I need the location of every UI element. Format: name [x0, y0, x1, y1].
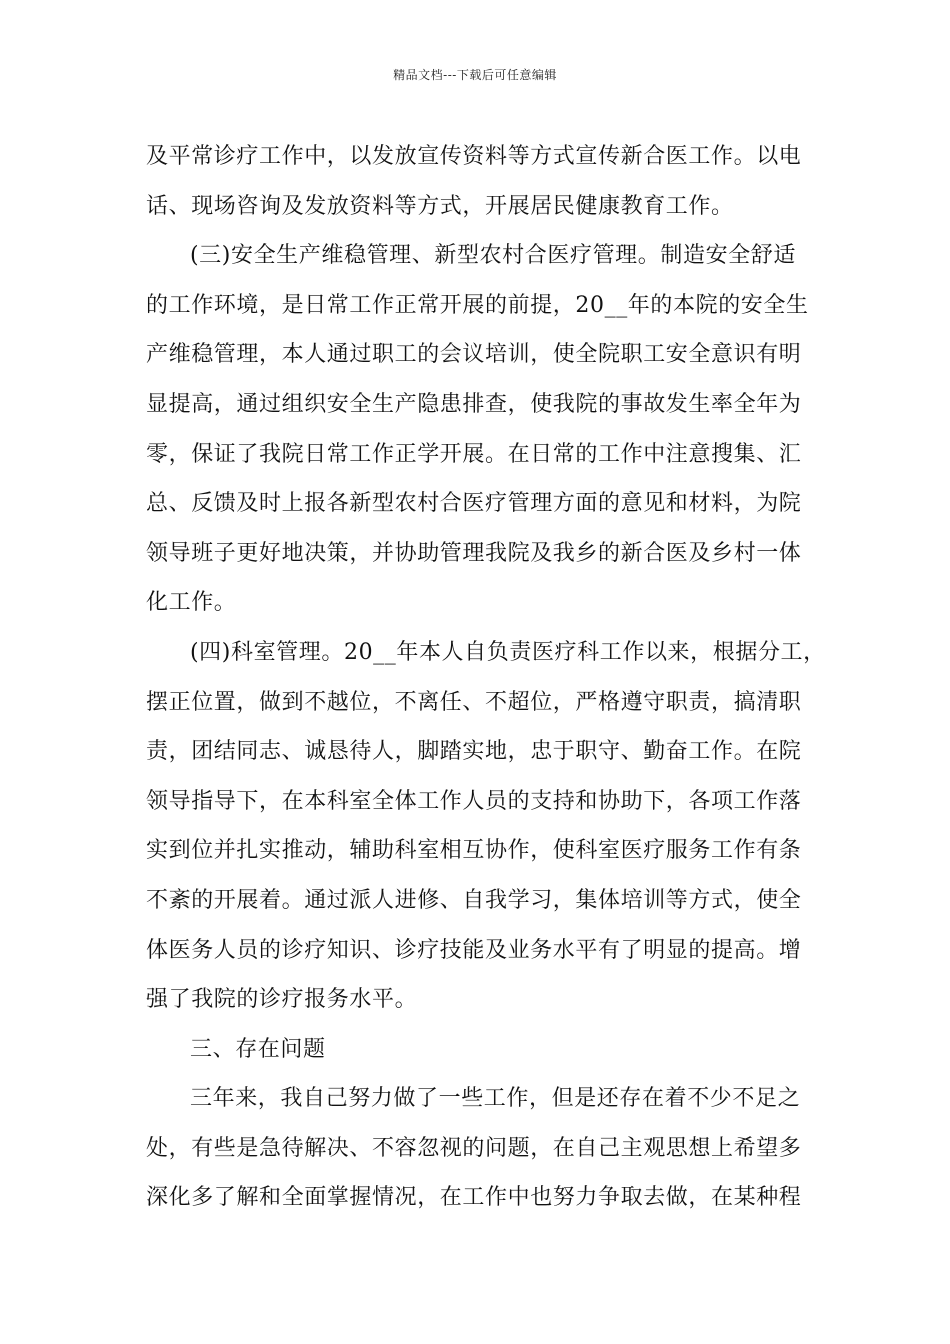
text-line: 责，团结同志、诚恳待人，脚踏实地，忠于职守、勤奋工作。在院: [146, 739, 802, 765]
text-line: 化工作。: [146, 590, 237, 616]
text-line: 深化多了解和全面掌握情况，在工作中也努力争取去做，在某种程: [146, 1185, 802, 1211]
text-line: 实到位并扎实推动，辅助科室相互协作，使科室医疗服务工作有条: [146, 838, 802, 864]
document-body: [146, 132, 826, 1223]
text-line: 不紊的开展着。通过派人进修、自我学习，集体培训等方式，使全: [146, 887, 802, 913]
text-line: 显提高，通过组织安全生产隐患排查，使我院的事故发生率全年为: [146, 391, 802, 417]
text-line: 及平常诊疗工作中，以发放宣传资料等方式宣传新合医工作。以电: [146, 144, 802, 169]
text-line: 的工作环境，是日常工作正常开展的前提，20__年的本院的安全生: [146, 292, 809, 318]
text-line: 体医务人员的诊疗知识、诊疗技能及业务水平有了明显的提高。增: [146, 937, 802, 963]
text-line: 领导指导下，在本科室全体工作人员的支持和协助下，各项工作落: [146, 788, 802, 814]
text-line: 产维稳管理，本人通过职工的会议培训，使全院职工安全意识有明: [146, 342, 802, 368]
text-line: 领导班子更好地决策，并协助管理我院及我乡的新合医及乡村一体: [146, 540, 802, 566]
text-line: 话、现场咨询及发放资料等方式，开展居民健康教育工作。: [146, 193, 734, 219]
paragraph-start-line: 三年来，我自己努力做了一些工作，但是还存在着不少不足之: [190, 1086, 801, 1112]
text-line: 摆正位置，做到不越位，不离任、不超位，严格遵守职责，搞清职: [146, 689, 802, 715]
paragraph-start-line: (四)科室管理。20__年本人自负责医疗科工作以来，根据分工，: [190, 639, 826, 665]
text-line: 强了我院的诊疗报务水平。: [146, 987, 418, 1013]
page-header: 精品文档---下载后可任意编辑: [393, 68, 557, 82]
section-heading: 三、存在问题: [190, 1036, 326, 1062]
text-line: 零，保证了我院日常工作正学开展。在日常的工作中注意搜集、汇: [146, 441, 802, 467]
paragraph-start-line: (三)安全生产维稳管理、新型农村合医疗管理。制造安全舒适: [190, 243, 796, 269]
text-line: 总、反馈及时上报各新型农村合医疗管理方面的意见和材料，为院: [146, 491, 802, 517]
text-line: 处，有些是急待解决、不容忽视的问题，在自己主观思想上希望多: [146, 1135, 802, 1161]
